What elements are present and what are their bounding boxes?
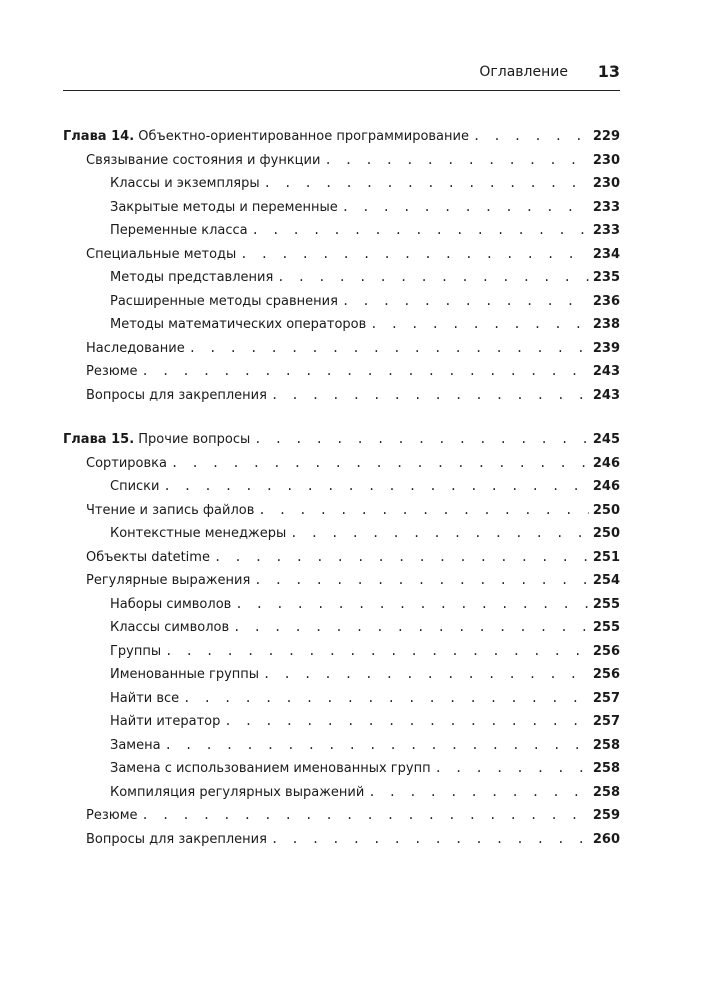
chapter-title-text: Объектно-ориентированное программирование xyxy=(138,129,469,144)
toc-entry-title: Сортировка xyxy=(86,455,167,471)
toc-entry-title: Вопросы для закрепления xyxy=(86,387,267,403)
toc-entry-title: Контекстные менеджеры xyxy=(110,526,287,541)
toc-subsection-row[interactable] xyxy=(63,478,620,502)
toc-section-row[interactable] xyxy=(63,152,620,176)
dot-leader xyxy=(233,619,589,636)
toc-page-number: 246 xyxy=(592,479,620,494)
dot-leader xyxy=(183,690,589,707)
header-rule xyxy=(63,90,620,91)
toc-entry-title: Именованные группы xyxy=(110,667,260,682)
toc-section-row[interactable] xyxy=(63,340,620,364)
toc-page-number: 230 xyxy=(592,176,620,191)
toc-section-row[interactable] xyxy=(63,387,620,411)
toc-entry-title: Замена с использованием именованных групп xyxy=(110,761,431,776)
dot-leader xyxy=(254,572,589,589)
toc-page-number: 250 xyxy=(592,526,620,541)
toc-entry-title: Замена xyxy=(110,737,161,753)
toc-section-row[interactable] xyxy=(63,455,620,479)
dot-leader xyxy=(342,293,589,310)
toc-section-row[interactable] xyxy=(63,831,620,855)
toc-entry-title: Чтение и запись файлов xyxy=(86,502,255,518)
dot-leader xyxy=(165,643,589,660)
toc-page-number: 250 xyxy=(592,502,620,518)
toc-subsection-row[interactable] xyxy=(63,619,620,643)
toc-page-number: 246 xyxy=(592,455,620,471)
toc-entry-title: Классы символов xyxy=(110,620,230,635)
toc-page-number: 258 xyxy=(592,784,620,800)
toc-chapter-row[interactable] xyxy=(63,128,620,152)
toc-page-number: 257 xyxy=(592,690,620,706)
toc-chapter-title xyxy=(63,128,469,145)
toc-entry-title: Резюме xyxy=(86,364,138,379)
dot-leader xyxy=(252,222,589,239)
toc-entry-title: Связывание состояния и функции xyxy=(86,152,321,168)
toc-page-number: 233 xyxy=(592,199,620,215)
dot-leader xyxy=(258,502,588,519)
toc-subsection-row[interactable] xyxy=(63,690,620,714)
dot-leader xyxy=(324,152,588,169)
toc-page-number: 230 xyxy=(592,152,620,168)
toc-page-number: 255 xyxy=(592,620,620,635)
toc-subsection-row[interactable] xyxy=(63,222,620,246)
toc-subsection-row[interactable] xyxy=(63,199,620,223)
toc-section-row[interactable] xyxy=(63,807,620,831)
toc-entry-title: Регулярные выражения xyxy=(86,573,251,588)
dot-leader xyxy=(235,596,589,613)
dot-leader xyxy=(240,246,589,263)
chapter-label: Глава 15. xyxy=(63,432,135,447)
toc-section-row[interactable] xyxy=(63,572,620,596)
toc-entry-title: Группы xyxy=(110,643,162,659)
toc-subsection-row[interactable] xyxy=(63,525,620,549)
toc-section-row[interactable] xyxy=(63,549,620,573)
dot-leader xyxy=(142,363,589,380)
toc-entry-title: Резюме xyxy=(86,808,138,823)
toc-page-number: 258 xyxy=(592,761,620,776)
toc-subsection-row[interactable] xyxy=(63,760,620,784)
toc-subsection-row[interactable] xyxy=(63,643,620,667)
page-number: 13 xyxy=(597,62,620,81)
dot-leader xyxy=(189,340,589,357)
dot-leader xyxy=(142,807,589,824)
toc-page-number: 256 xyxy=(592,667,620,682)
dot-leader xyxy=(171,455,589,472)
dot-leader xyxy=(163,478,588,495)
dot-leader xyxy=(342,199,589,216)
toc-page-number: 260 xyxy=(592,831,620,847)
toc-chapter-row[interactable] xyxy=(63,431,620,455)
dot-leader xyxy=(271,831,589,848)
toc-entry-title: Объекты datetime xyxy=(86,549,210,565)
toc-section-row[interactable] xyxy=(63,246,620,270)
dot-leader xyxy=(435,760,589,777)
toc-section-row[interactable] xyxy=(63,363,620,387)
toc-page-number: 233 xyxy=(592,223,620,238)
toc-subsection-row[interactable] xyxy=(63,316,620,340)
toc-entry-title: Методы математических операторов xyxy=(110,317,367,332)
toc-chapter-title xyxy=(63,431,250,448)
chapter-label: Глава 14. xyxy=(63,129,135,144)
toc-subsection-row[interactable] xyxy=(63,293,620,317)
dot-leader xyxy=(263,666,589,683)
toc-page-number: 236 xyxy=(592,293,620,309)
toc-page-number: 235 xyxy=(592,270,620,285)
toc-entry-title: Компиляция регулярных выражений xyxy=(110,784,365,800)
toc-page-number: 257 xyxy=(592,714,620,729)
running-header-title: Оглавление xyxy=(479,64,568,80)
toc-subsection-row[interactable] xyxy=(63,713,620,737)
toc-entry-title: Расширенные методы сравнения xyxy=(110,293,338,309)
toc-entry-title: Списки xyxy=(110,479,160,494)
toc-page-number: 234 xyxy=(592,246,620,262)
toc-subsection-row[interactable] xyxy=(63,666,620,690)
toc-entry-title: Найти все xyxy=(110,690,180,706)
dot-leader xyxy=(473,128,589,145)
dot-leader xyxy=(214,549,589,566)
toc-subsection-row[interactable] xyxy=(63,596,620,620)
toc-entry-title: Классы и экземпляры xyxy=(110,176,260,191)
toc-page-number: 243 xyxy=(592,387,620,403)
toc-entry-title: Переменные класса xyxy=(110,223,248,238)
toc-page-number: 238 xyxy=(592,317,620,332)
dot-leader xyxy=(254,431,589,448)
dot-leader xyxy=(224,713,588,730)
toc-page-number: 251 xyxy=(592,549,620,565)
toc-page-number: 239 xyxy=(592,340,620,356)
toc-subsection-row[interactable] xyxy=(63,784,620,808)
dot-leader xyxy=(368,784,589,801)
table-of-contents xyxy=(63,128,620,875)
toc-page-number: 256 xyxy=(592,643,620,659)
dot-leader xyxy=(165,737,589,754)
toc-entry-title: Закрытые методы и переменные xyxy=(110,199,338,215)
chapter-block xyxy=(63,128,620,410)
dot-leader xyxy=(290,525,589,542)
toc-page-number: 254 xyxy=(592,573,620,588)
toc-entry-title: Наборы символов xyxy=(110,596,232,612)
toc-subsection-row[interactable] xyxy=(63,175,620,199)
toc-page-number: 259 xyxy=(592,808,620,823)
toc-page-number: 229 xyxy=(592,129,620,144)
toc-subsection-row[interactable] xyxy=(63,737,620,761)
dot-leader xyxy=(271,387,589,404)
chapter-block xyxy=(63,431,620,854)
toc-entry-title: Вопросы для закрепления xyxy=(86,831,267,847)
toc-page-number: 258 xyxy=(592,737,620,753)
toc-entry-title: Специальные методы xyxy=(86,246,237,262)
toc-page-number: 243 xyxy=(592,364,620,379)
toc-page-number: 245 xyxy=(592,432,620,447)
chapter-title-text: Прочие вопросы xyxy=(138,432,251,447)
toc-page-number: 255 xyxy=(592,596,620,612)
dot-leader xyxy=(264,175,589,192)
dot-leader xyxy=(277,269,589,286)
toc-subsection-row[interactable] xyxy=(63,269,620,293)
toc-entry-title: Наследование xyxy=(86,340,185,356)
dot-leader xyxy=(370,316,589,333)
toc-section-row[interactable] xyxy=(63,502,620,526)
toc-entry-title: Методы представления xyxy=(110,270,274,285)
toc-entry-title: Найти итератор xyxy=(110,714,221,729)
